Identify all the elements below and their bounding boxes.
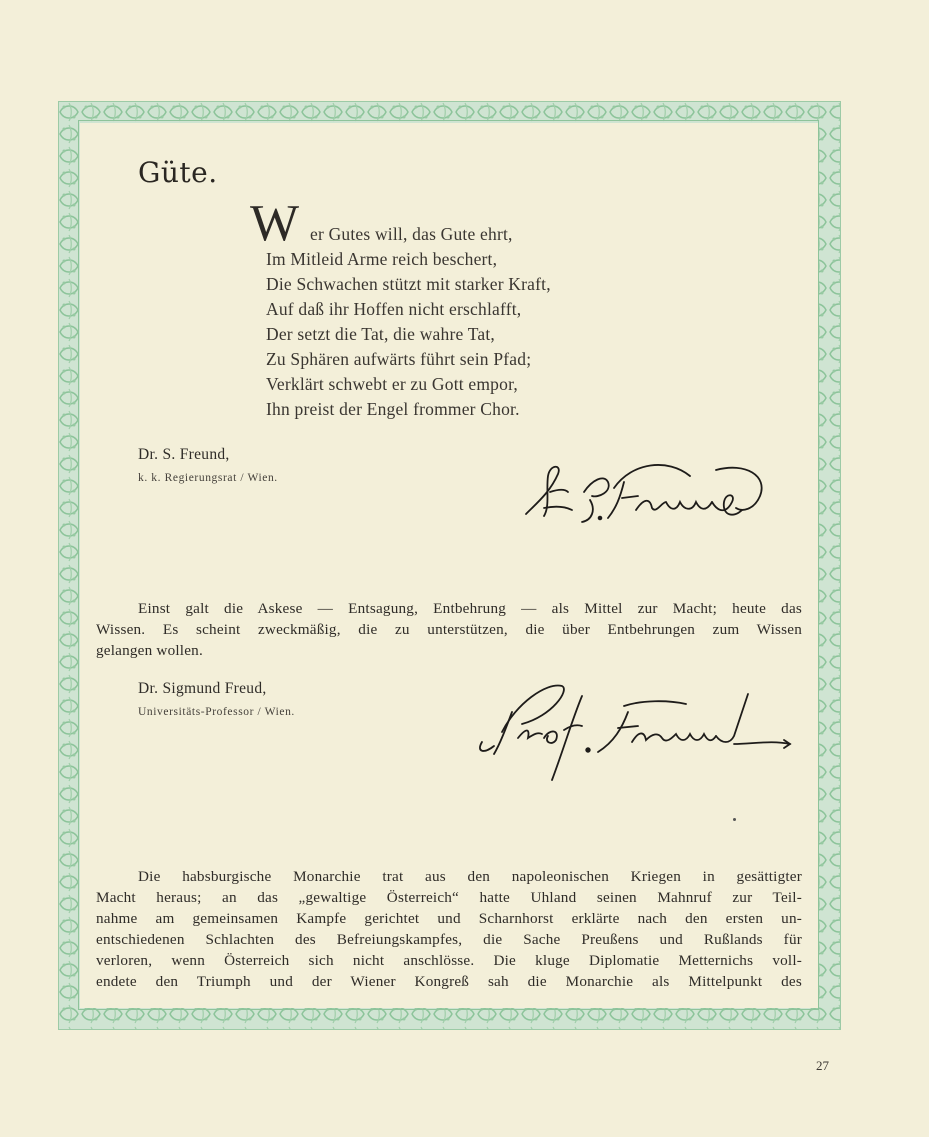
signature-s-freund: [520, 452, 780, 532]
paragraph-askese: [96, 598, 802, 661]
poem-line: Ihn preist der Engel frommer Chor.: [266, 399, 520, 419]
poem: [266, 222, 686, 422]
paragraph-line: entschiedenen Schlachten des Befreiungskampfes, die Sache Preußens und Rußlands für: [96, 931, 802, 948]
signature-prof-freud: [472, 676, 802, 788]
poem-dropcap: W: [250, 195, 300, 252]
paragraph-line: Wissen. Es scheint zweckmäßig, die zu unterstützen, die über Entbehrungen zum Wissen: [96, 621, 802, 638]
paragraph-line: gelangen wollen.: [96, 642, 203, 659]
poem-line: Zu Sphären aufwärts führt sein Pfad;: [266, 349, 532, 369]
paragraph-line: nahme am gemeinsamen Kampfe gerichtet und Scharnhorst erklärte nach den ersten un-: [96, 910, 802, 927]
author2-name: Dr. Sigmund Freud,: [138, 680, 267, 697]
author1-name: Dr. S. Freund,: [138, 446, 230, 463]
paragraph-line: Einst galt die Askese — Entsagung, Entbehrung — als Mittel zur Macht; heute das: [138, 600, 802, 617]
poem-line: Der setzt die Tat, die wahre Tat,: [266, 324, 495, 344]
author1-title: k. k. Regierungsrat / Wien.: [138, 472, 278, 484]
paragraph-line: Die habsburgische Monarchie trat aus den napoleonischen Kriegen in gesättigter: [138, 868, 802, 885]
paragraph-line: Macht heraus; an das „gewaltige Österreich“ hatte Uhland seinen Mahnruf zur Teil-: [96, 889, 802, 906]
poem-line: Auf daß ihr Hoffen nicht erschlafft,: [266, 299, 522, 319]
stray-dot: [733, 818, 736, 821]
poem-line: Die Schwachen stützt mit starker Kraft,: [266, 274, 551, 294]
poem-line: Im Mitleid Arme reich beschert,: [266, 249, 498, 269]
paragraph-line: endete den Triumph und der Wiener Kongreß sah die Monarchie als Mittelpunkt des: [96, 973, 802, 990]
paragraph-line: verloren, wenn Österreich sich nicht anschlösse. Die kluge Diplomatie Metternichs voll-: [96, 952, 802, 969]
page-number: 27: [816, 1058, 829, 1073]
author2-title: Universitäts-Professor / Wien.: [138, 706, 295, 718]
poem-line: Verklärt schwebt er zu Gott empor,: [266, 374, 518, 394]
section-heading: Güte.: [138, 156, 218, 189]
paragraph-habsburg: [96, 866, 802, 992]
poem-line: er Gutes will, das Gute ehrt,: [310, 224, 513, 244]
